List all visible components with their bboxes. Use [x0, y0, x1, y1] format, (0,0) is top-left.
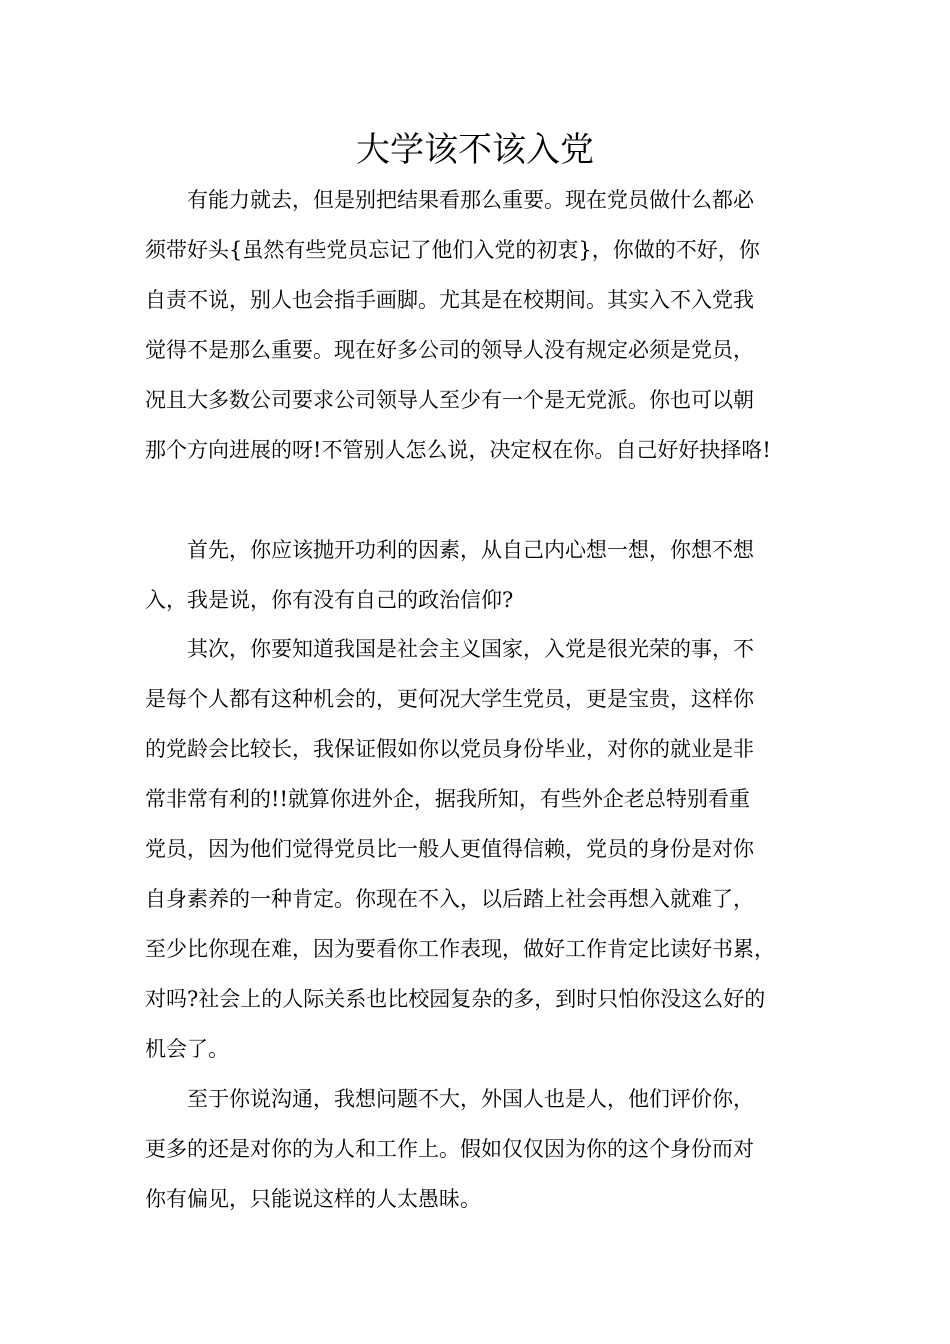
text-line: 对吗?社会上的人际关系也比校园复杂的多，到时只怕你没这么好的 — [145, 987, 766, 1011]
paragraph-3 — [145, 624, 815, 1074]
text-line: 自责不说，别人也会指手画脚。尤其是在校期间。其实入不入党我 — [145, 288, 754, 312]
paragraph-text — [145, 1074, 815, 1224]
text-line: 常非常有利的!!就算你进外企，据我所知，有些外企老总特别看重 — [145, 787, 750, 811]
text-line: 自身素养的一种肯定。你现在不入，以后踏上社会再想入就难了， — [145, 887, 754, 911]
text-line: 至于你说沟通，我想问题不大，外国人也是人，他们评价你， — [187, 1087, 754, 1111]
text-line: 的党龄会比较长，我保证假如你以党员身份毕业，对你的就业是非 — [145, 737, 754, 761]
text-line: 有能力就去，但是别把结果看那么重要。现在党员做什么都必 — [187, 188, 754, 212]
text-line: 况且大多数公司要求公司领导人至少有一个是无党派。你也可以朝 — [145, 388, 754, 412]
text-line: 入，我是说，你有没有自己的政治信仰? — [145, 588, 514, 612]
paragraph-4 — [145, 1074, 815, 1224]
text-line: 须带好头{虽然有些党员忘记了他们入党的初衷}，你做的不好，你 — [145, 238, 760, 262]
text-line: 至少比你现在难，因为要看你工作表现，做好工作肯定比读好书累， — [145, 937, 775, 961]
text-line: 那个方向进展的呀!不管别人怎么说，决定权在你。自己好好抉择咯! — [145, 438, 771, 462]
text-line: 是每个人都有这种机会的，更何况大学生党员，更是宝贵，这样你 — [145, 687, 754, 711]
paragraph-text — [145, 525, 815, 625]
text-line: 你有偏见，只能说这样的人太愚昧。 — [145, 1187, 481, 1211]
text-line: 机会了。 — [145, 1037, 229, 1061]
text-line: 更多的还是对你的为人和工作上。假如仅仅因为你的这个身份而对 — [145, 1137, 754, 1161]
paragraph-text — [145, 175, 815, 475]
text-line: 首先，你应该抛开功利的因素，从自己内心想一想，你想不想 — [187, 538, 754, 562]
text-line: 觉得不是那么重要。现在好多公司的领导人没有规定必须是党员， — [145, 338, 754, 362]
document-title: 大学该不该入党 — [356, 130, 594, 170]
text-line: 党员，因为他们觉得党员比一般人更值得信赖，党员的身份是对你 — [145, 837, 754, 861]
paragraph-2 — [145, 525, 815, 625]
text-line: 其次，你要知道我国是社会主义国家，入党是很光荣的事，不 — [187, 637, 754, 661]
paragraph-text — [145, 624, 815, 1074]
paragraph-1 — [145, 175, 815, 475]
